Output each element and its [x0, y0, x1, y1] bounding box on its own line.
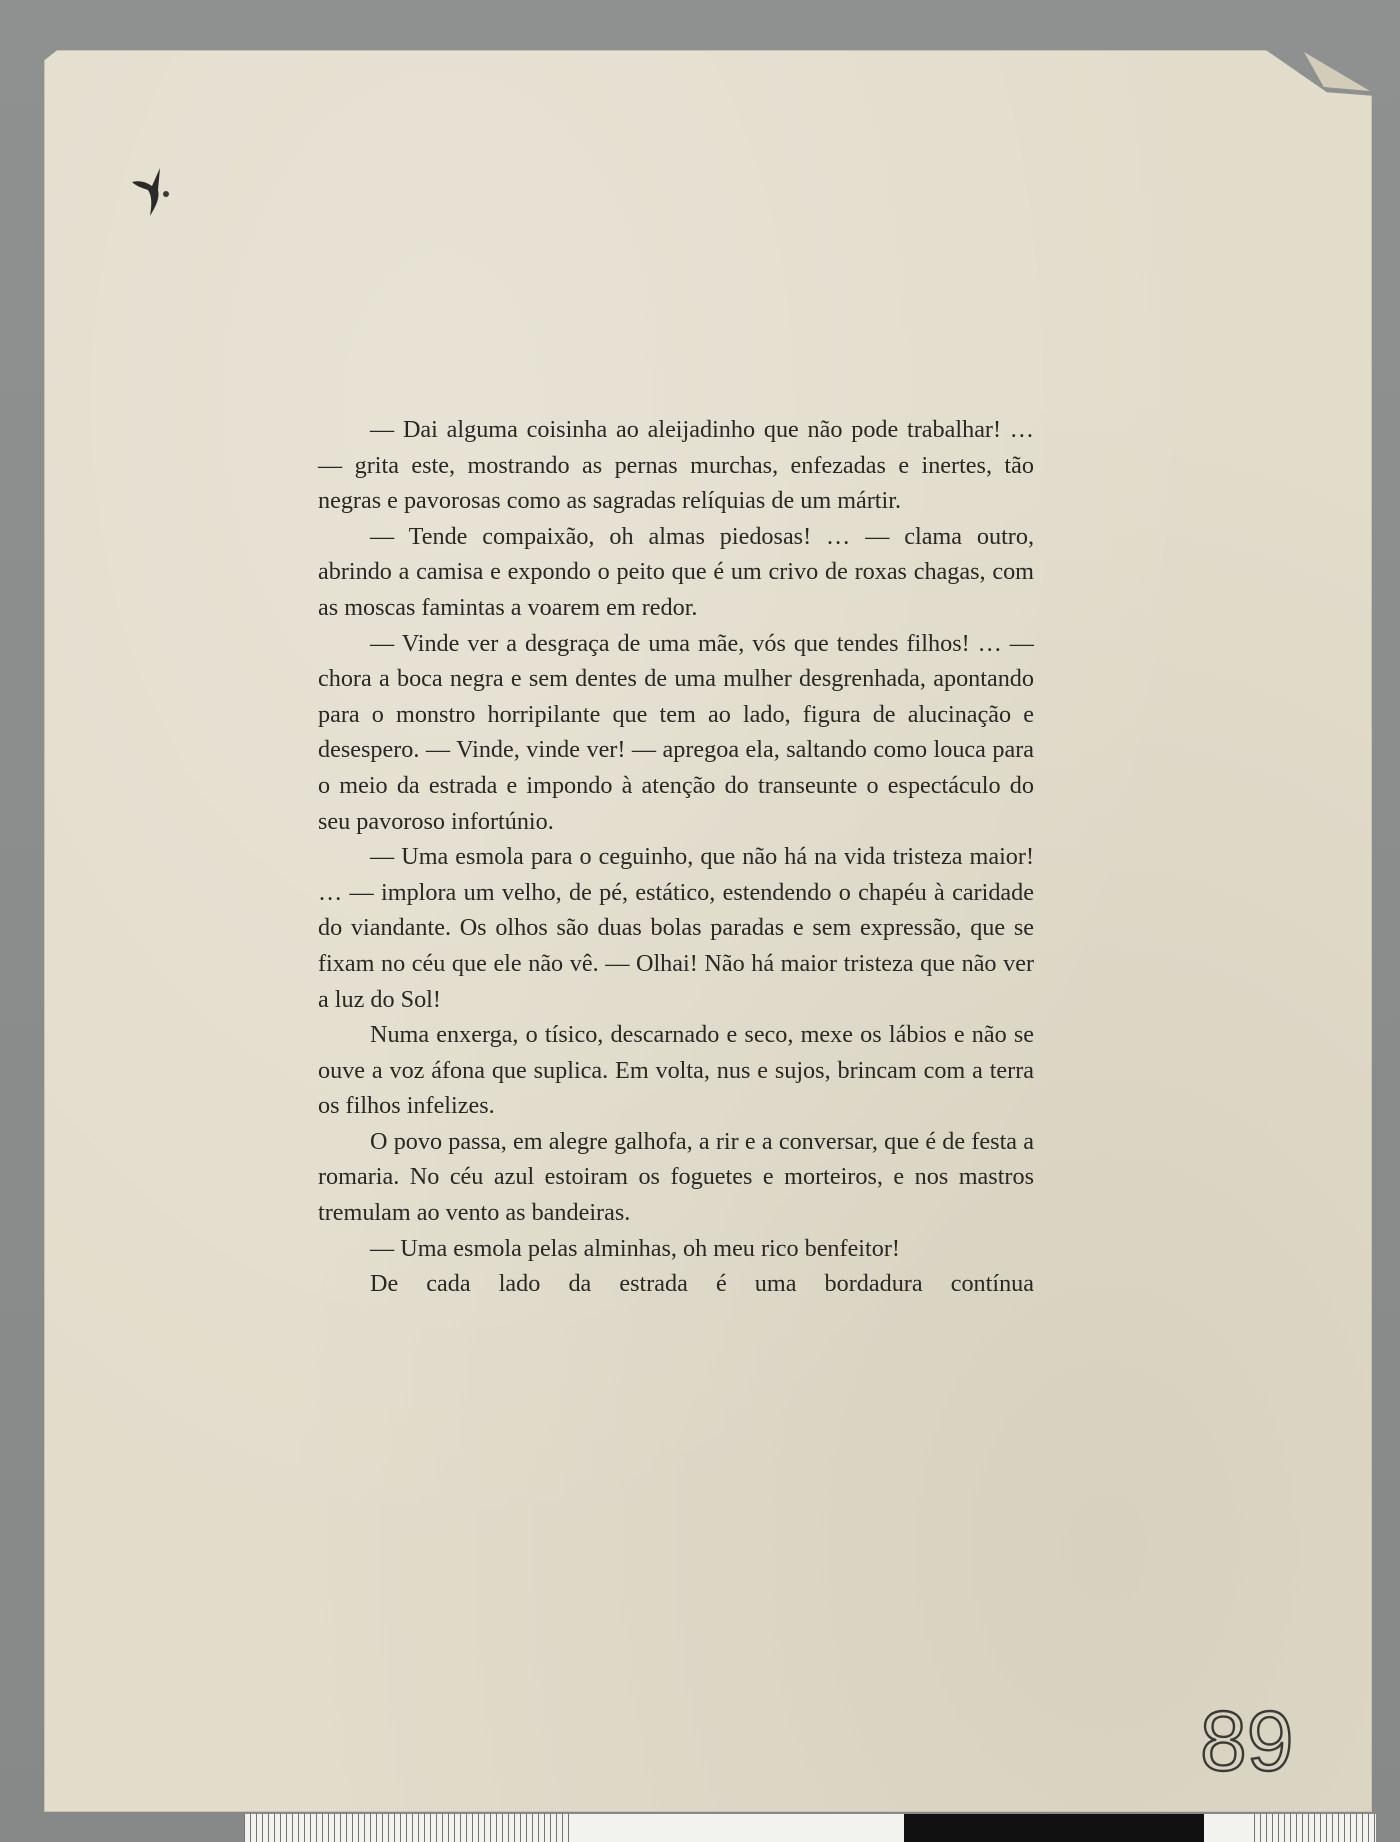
paragraph: — Uma esmola para o ceguinho, que não há na vida tristeza maior! … — implora um velho, de pé, estático, estendendo o chapéu à caridade do viandante. Os olhos são duas bolas paradas e sem expressão, que se fixam no céu que ele não vê. — Olhai! Não há maior tristeza que não ver a luz do Sol!	[318, 843, 1034, 1013]
scale-ruler	[244, 1814, 1376, 1842]
ruler-dark-band	[904, 1814, 1204, 1842]
page-number	[1196, 1700, 1306, 1780]
paragraph: — Tende compaixão, oh almas piedosas! … — clama outro, abrindo a camisa e expondo o peito que é um crivo de roxas chagas, com as moscas famintas a voarem em redor.	[318, 522, 1034, 621]
paragraph: — Dai alguma coisinha ao aleijadinho que não pode trabalhar! … — grita este, mostrando as pernas murchas, enfezadas e inertes, tão negras e pavorosas como as sagradas relíquias de um mártir.	[318, 416, 1034, 515]
paragraph: O povo passa, em alegre galhofa, a rir e a conversar, que é de festa a romaria. No céu azul estoiram os foguetes e morteiros, e nos mastros tremulam ao vento as bandeiras.	[318, 1127, 1034, 1227]
paragraph: — Vinde ver a desgraça de uma mãe, vós que tendes filhos! … — chora a boca negra e sem dentes de uma mulher desgrenhada, apontando para o monstro horripilante que tem ao lado, figura de alucinação e desespero. — Vinde, vinde ver! — apregoa ela, saltando como louca para o meio da estrada e impondo à atenção do transeunte o espectáculo do seu pavoroso infortúnio.	[318, 629, 1034, 835]
paragraph: De cada lado da estrada é uma bordadura contínua	[370, 1270, 1034, 1298]
paragraph: — Uma esmola pelas alminhas, oh meu rico benfeitor!	[370, 1234, 900, 1262]
paragraph: Numa enxerga, o tísico, descarnado e seco, mexe os lábios e não se ouve a voz áfona que suplica. Em volta, nus e sujos, brincam com a terra os filhos infelizes.	[318, 1021, 1034, 1120]
ruler-ticks	[244, 1814, 574, 1842]
body-text	[318, 412, 1034, 1302]
ruler-ticks	[1254, 1814, 1376, 1842]
ink-mark-icon	[130, 160, 178, 220]
page-number-text: 89	[1200, 1700, 1294, 1780]
